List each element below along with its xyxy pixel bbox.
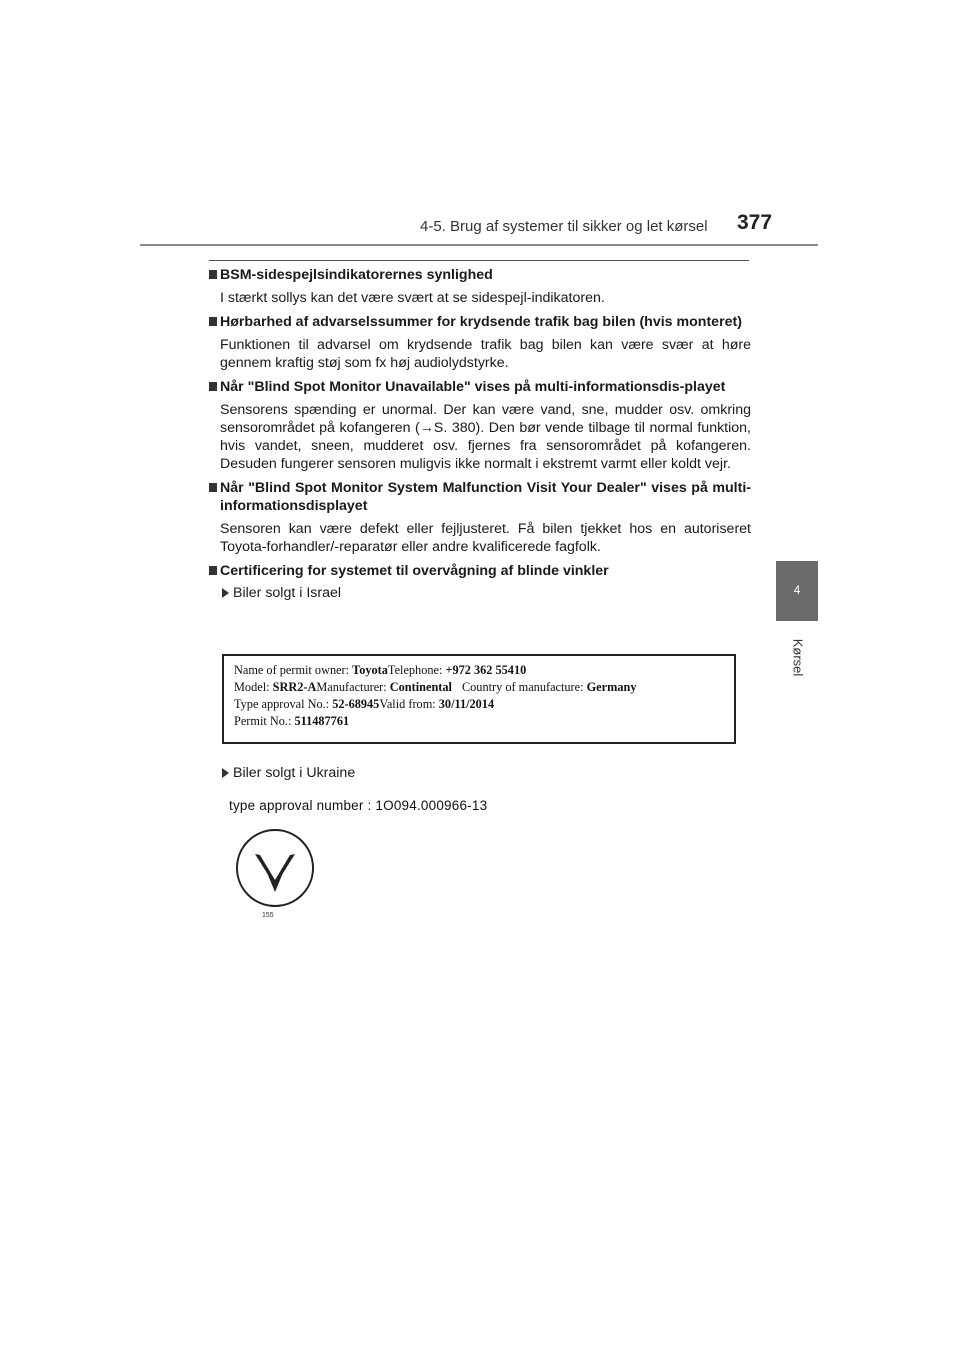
israel-sub-item: Biler solgt i Israel xyxy=(209,584,751,602)
section-body: I stærkt sollys kan det være svært at se sidespejl-indikatoren. xyxy=(220,290,605,306)
section-heading: Certificering for systemet til overvågning af blinde vinkler xyxy=(209,562,751,580)
section-body: Sensoren kan være defekt eller fejljusteret. Få bilen tjekket hos en autoriseret Toyota-forhandler/-reparatør eller andre kvalificerede fagfolk. xyxy=(220,521,751,555)
certificate-line-4: Permit No.: 511487761 xyxy=(234,714,350,728)
section-body: Funktionen til advarsel om krydsende trafik bag bilen kan være svær at høre gennem kraftig støj som fx høj audiolydstyrke. xyxy=(220,337,751,371)
square-bullet-icon xyxy=(209,382,217,391)
triangle-bullet-icon xyxy=(222,588,229,598)
ukraine-approval-number: type approval number : 1O094.000966-13 xyxy=(229,798,488,813)
chapter-label xyxy=(788,630,808,690)
section-heading: Når "Blind Spot Monitor System Malfunction Visit Your Dealer" vises på multi-informationsdisplayet xyxy=(209,479,751,515)
page-number: 377 xyxy=(737,211,773,234)
square-bullet-icon xyxy=(209,483,217,492)
content-top-rule xyxy=(209,260,749,261)
chapter-tab[interactable] xyxy=(776,561,818,621)
israel-certificate-box xyxy=(222,654,736,744)
ukraine-sub-item: Biler solgt i Ukraine xyxy=(209,764,355,782)
certificate-line-1: Name of permit owner: ToyotaTelephone: +972 362 55410 xyxy=(234,663,527,677)
triangle-bullet-icon xyxy=(222,768,229,778)
section-heading: Hørbarhed af advarselssummer for krydsende trafik bag bilen (hvis monteret) xyxy=(209,313,751,331)
chapter-number: 4 xyxy=(793,583,801,597)
section-body: Sensorens spænding er unormal. Der kan være vand, sne, mudder osv. omkring sensorområdet på kofangeren (→S. 380). Den bør vende tilbage til normal funktion, hvis vandet, sneen, mudderet osv. fjernes fra sensorområdet på kofangeren. Desuden fungerer sensoren muligvis ikke normalt i ekstremt varmt eller koldt vejr. xyxy=(220,402,751,472)
chapter-title: Kørsel xyxy=(790,638,806,677)
square-bullet-icon xyxy=(209,566,217,575)
main-content xyxy=(209,266,751,602)
conformity-mark-code: 155 xyxy=(262,912,274,919)
square-bullet-icon xyxy=(209,317,217,326)
certificate-line-2: Model: SRR2-AManufacturer: Continental Country of manufacture: Germany xyxy=(234,680,637,694)
section-heading: BSM-sidespejlsindikatorernes synlighed xyxy=(209,266,751,284)
header-divider xyxy=(140,244,818,246)
header-section-title: 4-5. Brug af systemer til sikker og let kørsel xyxy=(420,218,708,235)
section-heading: Når "Blind Spot Monitor Unavailable" vises på multi-informationsdis-playet xyxy=(209,378,751,396)
certificate-line-3: Type approval No.: 52-68945Valid from: 30/11/2014 xyxy=(234,697,495,711)
square-bullet-icon xyxy=(209,270,217,279)
ukrainian-conformity-mark-icon xyxy=(235,828,315,908)
